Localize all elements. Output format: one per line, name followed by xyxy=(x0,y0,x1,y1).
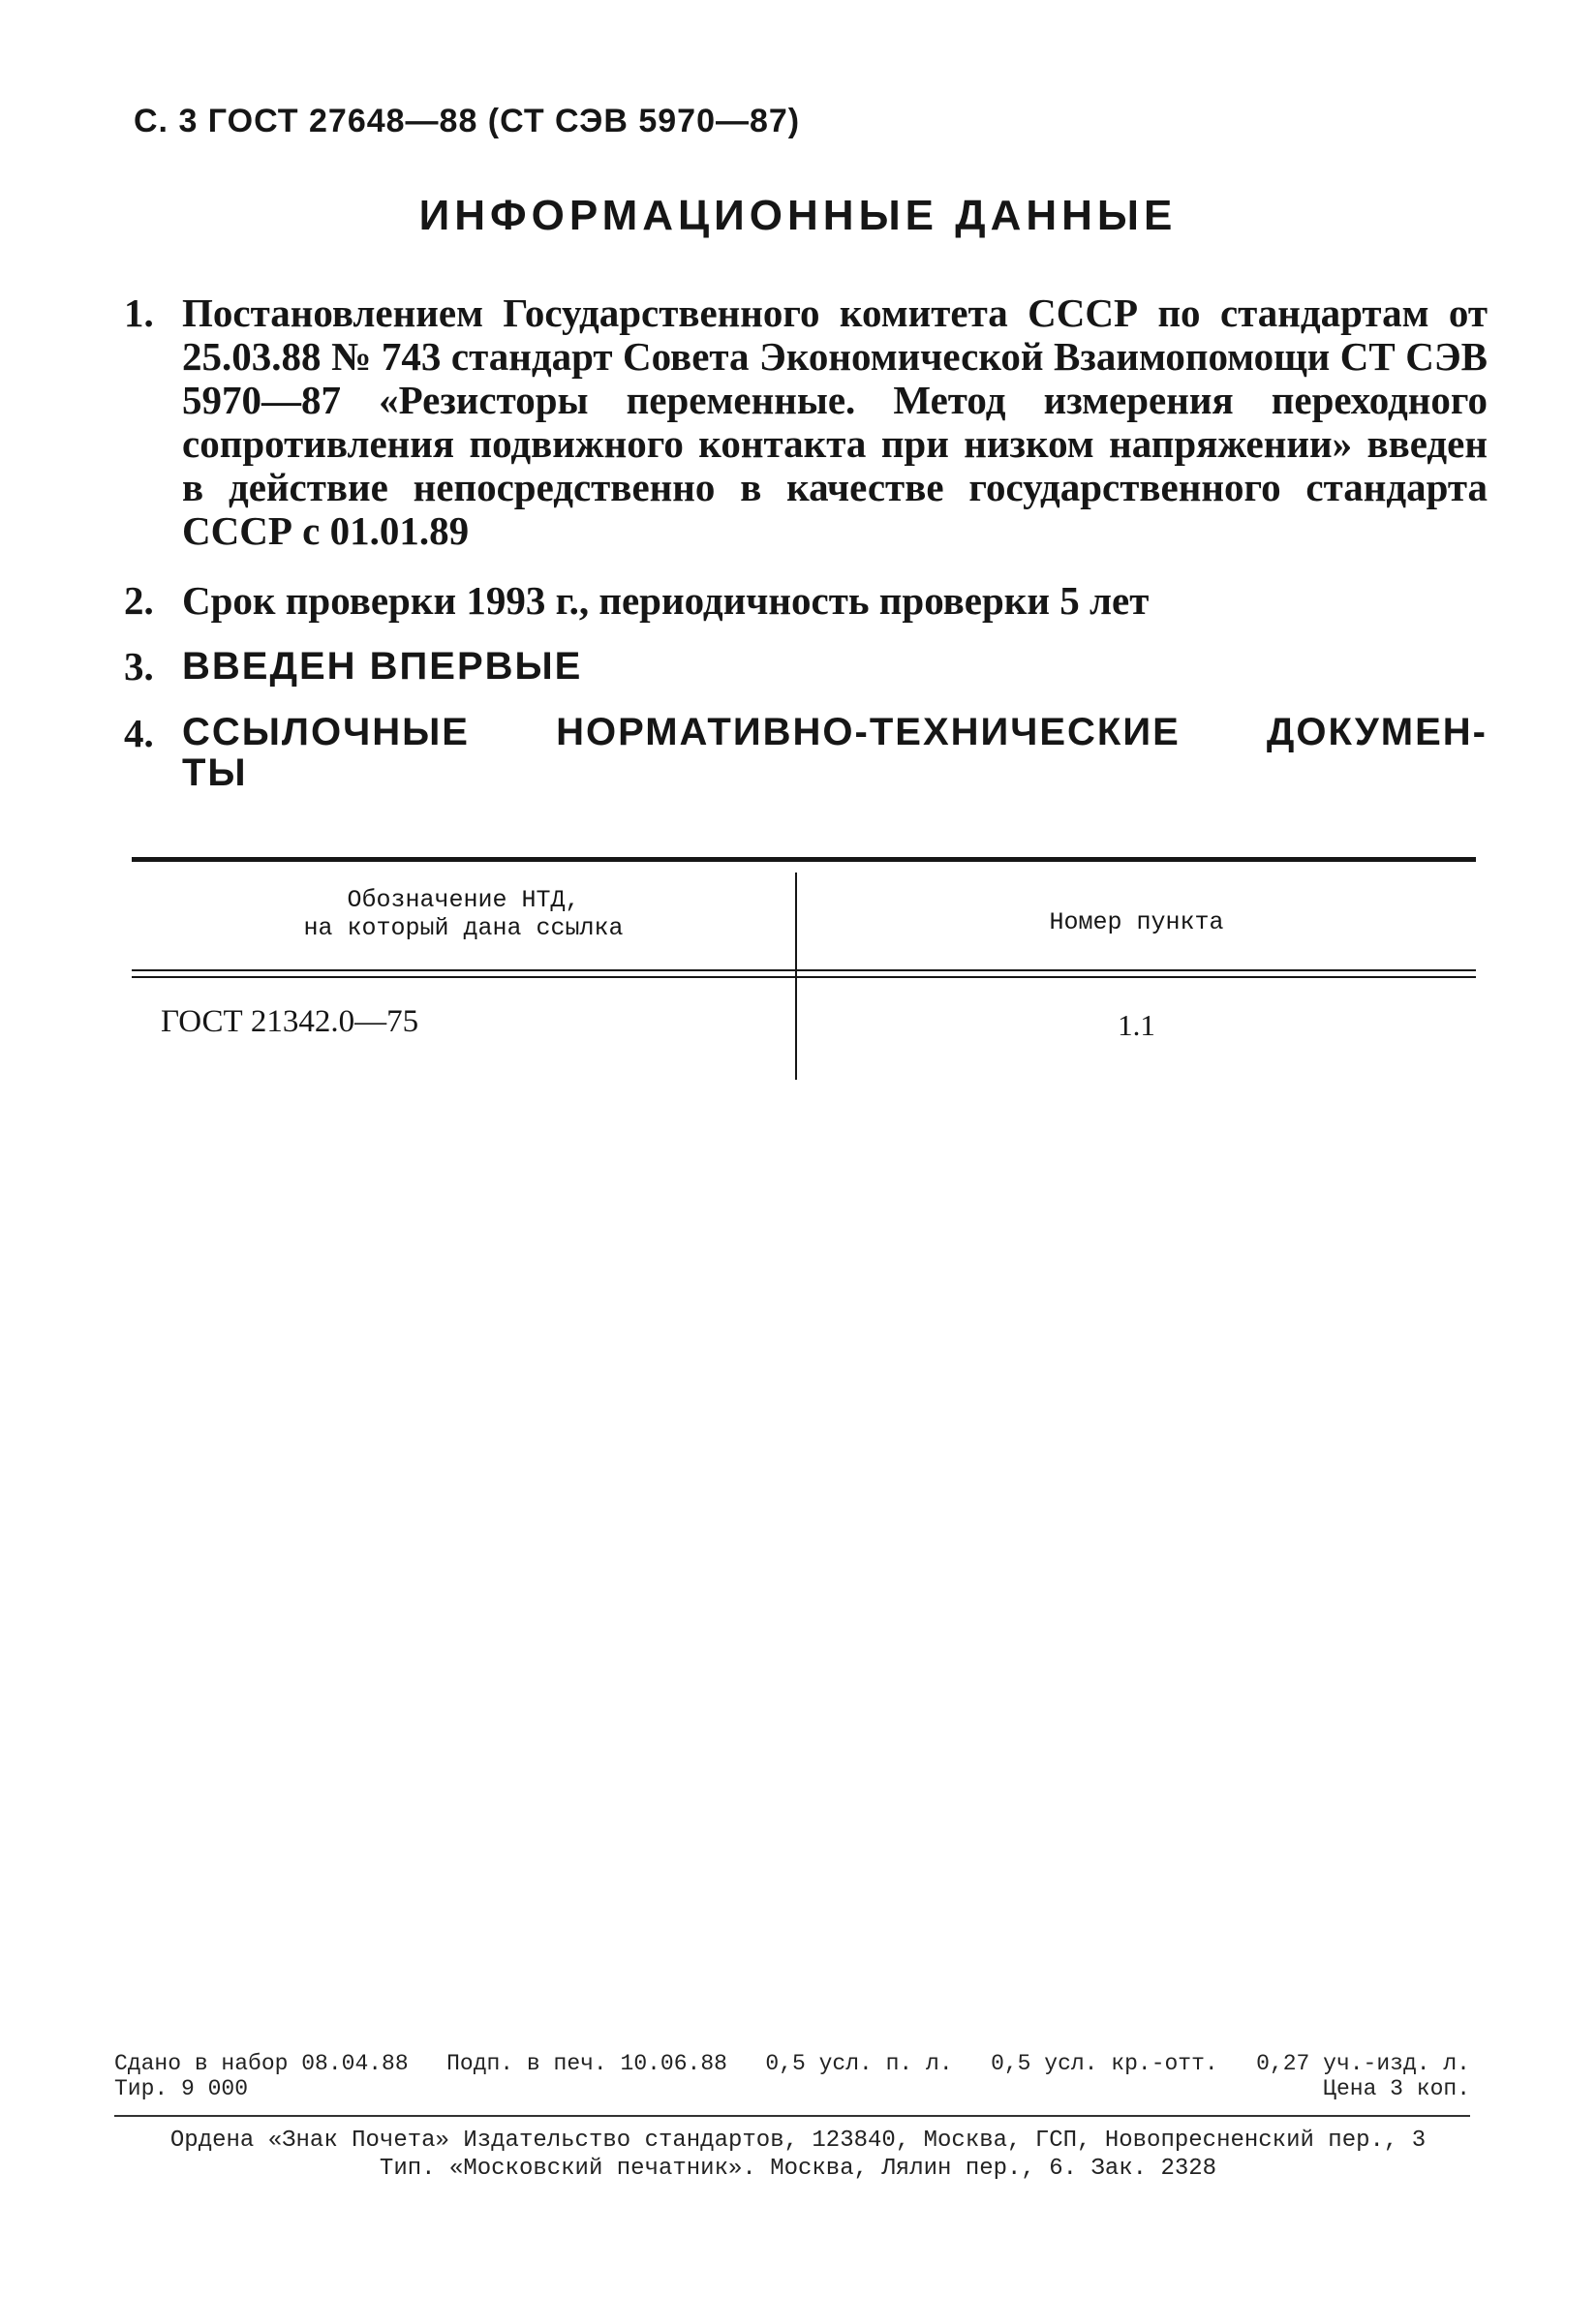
info-item-3 xyxy=(124,645,1488,689)
page-header: С. 3 ГОСТ 27648—88 (СТ СЭВ 5970—87) xyxy=(134,103,801,139)
imprint-typeset-date: Сдано в набор 08.04.88 xyxy=(114,2051,409,2076)
section-title: ИНФОРМАЦИОННЫЕ ДАННЫЕ xyxy=(418,192,1178,239)
imprint-color-prints: 0,5 усл. кр.-отт. xyxy=(991,2051,1218,2076)
header-point-number: Номер пункта xyxy=(1049,908,1224,936)
header-designation-line2: на который дана ссылка xyxy=(303,914,624,942)
header-rule xyxy=(132,969,1476,971)
item-text xyxy=(182,712,1488,793)
table-cell-point: 1.1 xyxy=(1118,1008,1155,1042)
imprint-line xyxy=(114,2076,1470,2101)
ntd-reference-table xyxy=(132,857,1476,1080)
info-item-4 xyxy=(124,712,1488,793)
header-designation xyxy=(132,886,795,942)
item-text: Постановлением Государственного комитета СССР по стандартам от 25.03.88 № 743 стандарт Совета Экономической Взаимопомощи СТ СЭВ 5970—87 «Резисторы переменные. Метод измерения переходного сопротивления подвижного контакта при низком напряжении» введен в действие непосредственно в качестве государственного стандарта СССР с 01.01.89 xyxy=(182,291,1488,553)
imprint-circulation: Тир. 9 000 xyxy=(114,2076,249,2101)
header-rule-double xyxy=(132,976,1476,978)
item-text: Срок проверки 1993 г., периодичность проверки 5 лет xyxy=(182,578,1150,623)
item-number: 1. xyxy=(124,291,154,335)
imprint-price: Цена 3 коп. xyxy=(1323,2076,1470,2101)
publisher-line2: Тип. «Московский печатник». Москва, Лялин пер., 6. Зак. 2328 xyxy=(379,2156,1217,2182)
info-item-1 xyxy=(124,291,1488,553)
imprint-divider xyxy=(114,2115,1470,2117)
item-number: 4. xyxy=(124,711,154,755)
imprint-block xyxy=(114,2051,1470,2101)
item-text-line1: ССЫЛОЧНЫЕ НОРМАТИВНО-ТЕХНИЧЕСКИЕ ДОКУМЕН- xyxy=(182,711,1488,753)
imprint-print-date: Подп. в печ. 10.06.88 xyxy=(446,2051,727,2076)
item-text-line2: ТЫ xyxy=(182,751,248,794)
imprint-publisher-sheets: 0,27 уч.-изд. л. xyxy=(1256,2051,1470,2076)
table-top-rule xyxy=(132,857,1476,862)
header-designation-line1: Обозначение НТД, xyxy=(347,886,580,914)
imprint-sheets: 0,5 усл. п. л. xyxy=(765,2051,953,2076)
imprint-line xyxy=(114,2051,1470,2076)
publisher-block xyxy=(0,2127,1596,2183)
info-item-2 xyxy=(124,579,1488,623)
item-number: 2. xyxy=(124,578,154,623)
publisher-line1: Ордена «Знак Почета» Издательство стандартов, 123840, Москва, ГСП, Новопресненский пер., 3 xyxy=(169,2128,1427,2154)
item-number: 3. xyxy=(124,644,154,689)
table-cell-designation: ГОСТ 21342.0—75 xyxy=(161,1004,419,1039)
item-text: ВВЕДЕН ВПЕРВЫЕ xyxy=(182,645,583,688)
